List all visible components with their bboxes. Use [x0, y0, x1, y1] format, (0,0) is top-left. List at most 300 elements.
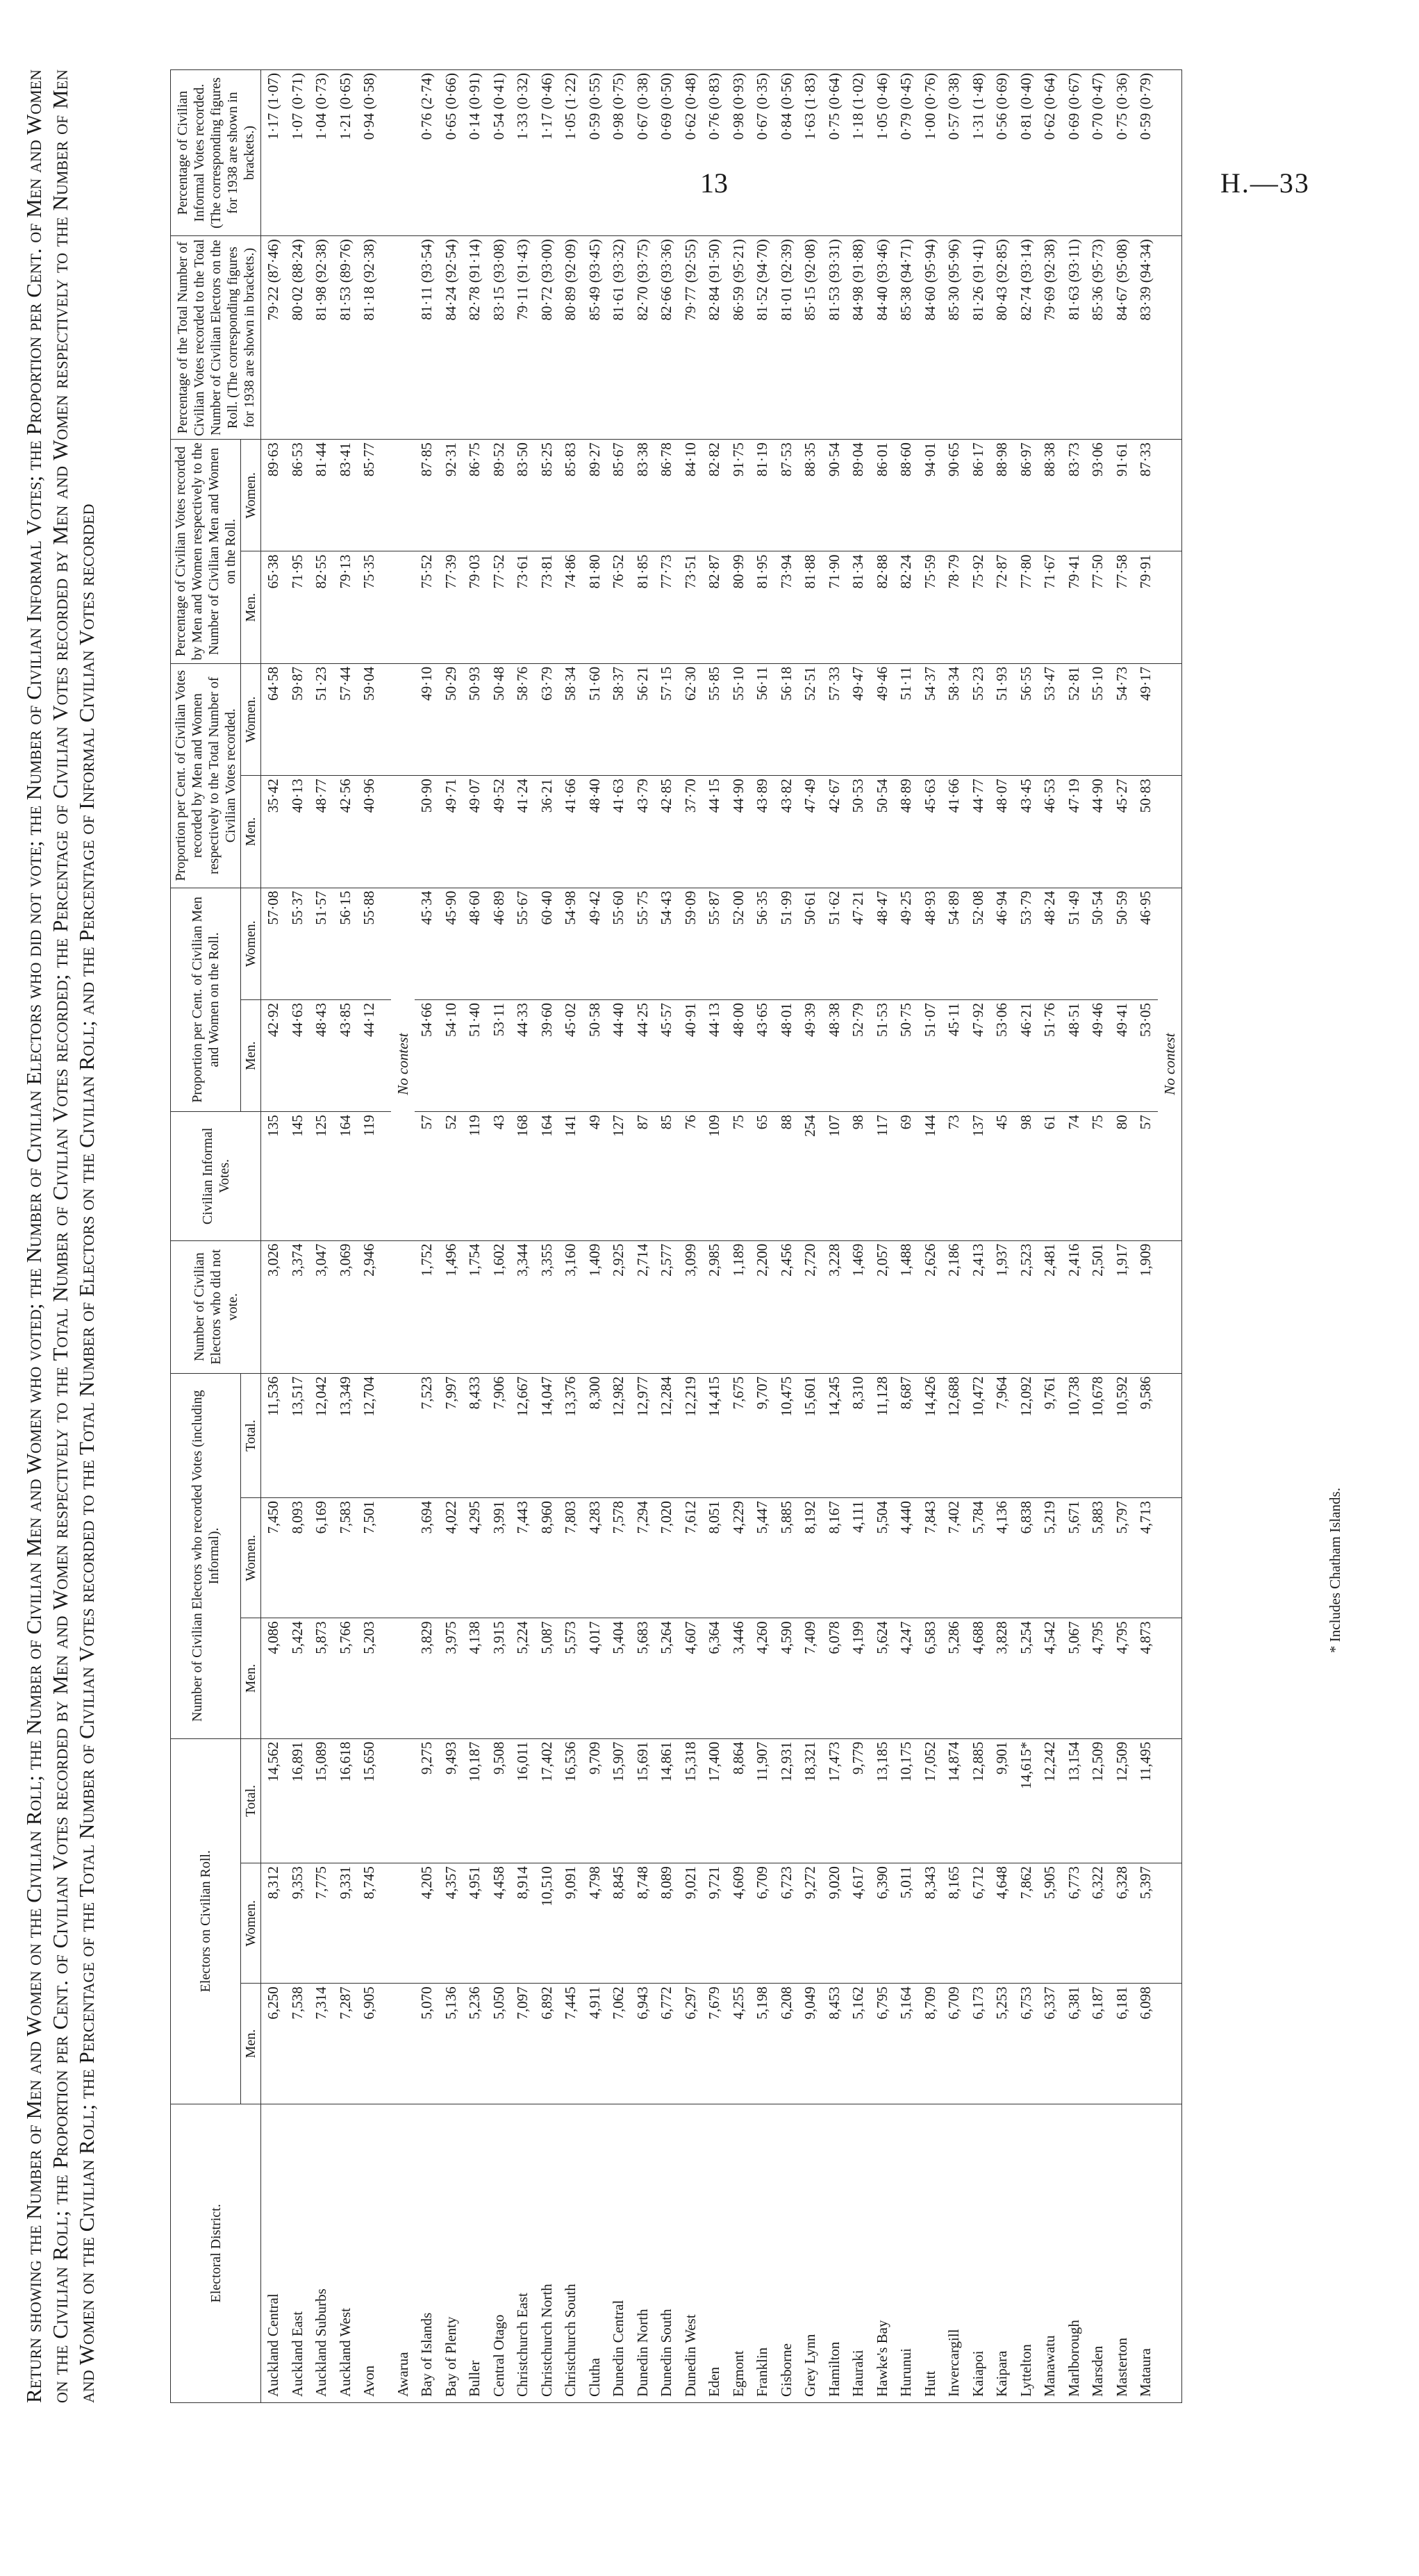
- header-men: Men.: [241, 999, 261, 1111]
- cell: 81·53 (93·31): [822, 236, 847, 440]
- page-number: 13: [700, 167, 728, 199]
- cell: 8,845: [606, 1863, 631, 1984]
- cell: 2,481: [1038, 1240, 1062, 1373]
- cell: 44·33: [511, 999, 535, 1111]
- cell: 3,355: [535, 1240, 559, 1373]
- cell: 5,254: [1014, 1618, 1038, 1738]
- cell: 6,905: [357, 1984, 381, 2104]
- cell: 52·79: [846, 999, 870, 1111]
- cell: 51·11: [894, 663, 918, 775]
- cell: 9,707: [750, 1373, 774, 1497]
- cell: 82·66 (93·36): [654, 236, 679, 440]
- cell: 51·49: [1062, 888, 1086, 999]
- cell: 4,798: [583, 1863, 607, 1984]
- cell: [391, 1498, 415, 1618]
- cell: 89·27: [583, 440, 607, 551]
- district-name: Auckland East: [285, 2104, 310, 2402]
- cell: 0·14 (0·91): [463, 70, 487, 236]
- cell: 5,236: [463, 1984, 487, 2104]
- cell: [391, 1373, 415, 1497]
- cell: 11,907: [750, 1738, 774, 1863]
- cell: 5,784: [966, 1498, 990, 1618]
- district-name: Christchurch South: [558, 2104, 583, 2402]
- cell: 6,337: [1038, 1984, 1062, 2104]
- cell: [391, 776, 415, 888]
- cell: 54·10: [439, 999, 463, 1111]
- cell: [1158, 1240, 1182, 1373]
- cell: 5,573: [558, 1618, 583, 1738]
- cell: 57·33: [822, 663, 847, 775]
- cell: 49·42: [583, 888, 607, 999]
- header-recorded: Number of Civilian Electors who recorded Votes (including Informal).: [171, 1373, 241, 1738]
- cell: 3,446: [727, 1618, 751, 1738]
- cell: 50·59: [1110, 888, 1134, 999]
- cell: 12,242: [1038, 1738, 1062, 1863]
- cell: [391, 1984, 415, 2104]
- cell: 0·59 (0·55): [583, 70, 607, 236]
- cell: [1158, 70, 1182, 236]
- cell: 4,357: [439, 1863, 463, 1984]
- header-women: Women.: [241, 440, 261, 551]
- cell: 89·04: [846, 440, 870, 551]
- cell: 46·21: [1014, 999, 1038, 1111]
- header-pct-votes: Percentage of Civilian Votes recorded by Men and Women respectively to the Number of Civilian Men and Women on the Roll.: [171, 440, 241, 664]
- cell: 4,617: [846, 1863, 870, 1984]
- cell: 55·67: [511, 888, 535, 999]
- cell: 86·97: [1014, 440, 1038, 551]
- cell: 7,287: [333, 1984, 358, 2104]
- cell: 2,057: [870, 1240, 895, 1373]
- cell: 9,021: [679, 1863, 703, 1984]
- cell: 56·21: [631, 663, 655, 775]
- cell: 6,753: [1014, 1984, 1038, 2104]
- table-body: [261, 70, 1182, 2403]
- electoral-return-table: [170, 69, 1182, 2403]
- cell: 1,496: [439, 1240, 463, 1373]
- cell: 81·95: [750, 551, 774, 663]
- cell: 8,453: [822, 1984, 847, 2104]
- cell: 55·37: [285, 888, 310, 999]
- district-name: Manawatu: [1038, 2104, 1062, 2402]
- cell: 3,069: [333, 1240, 358, 1373]
- cell: 12,885: [966, 1738, 990, 1863]
- cell: 1,469: [846, 1240, 870, 1373]
- cell: 41·66: [558, 776, 583, 888]
- cell: 42·67: [822, 776, 847, 888]
- cell: 13,349: [333, 1373, 358, 1497]
- cell: 8,745: [357, 1863, 381, 1984]
- cell: 39·60: [535, 999, 559, 1111]
- cell: 9,353: [285, 1863, 310, 1984]
- cell: 42·56: [333, 776, 358, 888]
- cell: 57·08: [261, 888, 285, 999]
- cell: 12,509: [1086, 1738, 1110, 1863]
- cell: 84·10: [679, 440, 703, 551]
- cell: 3,344: [511, 1240, 535, 1373]
- district-name: Lyttelton: [1014, 2104, 1038, 2402]
- cell: 7,906: [487, 1373, 511, 1497]
- cell: 1,602: [487, 1240, 511, 1373]
- cell: 50·48: [487, 663, 511, 775]
- cell: 90·65: [942, 440, 966, 551]
- cell: 5,504: [870, 1498, 895, 1618]
- cell: 17,052: [918, 1738, 943, 1863]
- cell: 5,286: [942, 1618, 966, 1738]
- table-row: [309, 70, 333, 2403]
- cell: 53·06: [990, 999, 1014, 1111]
- cell: 15,907: [606, 1738, 631, 1863]
- cell: 3,374: [285, 1240, 310, 1373]
- cell: 49·52: [487, 776, 511, 888]
- cell: 87·53: [774, 440, 799, 551]
- cell: 62·30: [679, 663, 703, 775]
- cell: 4,873: [1134, 1618, 1158, 1738]
- cell: 16,891: [285, 1738, 310, 1863]
- cell: 71·67: [1038, 551, 1062, 663]
- row-gap: [381, 70, 391, 2403]
- cell: 17,402: [535, 1738, 559, 1863]
- cell: 6,173: [966, 1984, 990, 2104]
- cell: 50·75: [894, 999, 918, 1111]
- cell: 14,861: [654, 1738, 679, 1863]
- cell: 109: [702, 1112, 727, 1240]
- district-name: Avon: [357, 2104, 381, 2402]
- cell: 15,601: [798, 1373, 822, 1497]
- cell: 73·51: [679, 551, 703, 663]
- cell: 81·63 (93·11): [1062, 236, 1086, 440]
- cell: 4,086: [261, 1618, 285, 1738]
- cell: 77·80: [1014, 551, 1038, 663]
- cell: 82·74 (93·14): [1014, 236, 1038, 440]
- cell: 47·49: [798, 776, 822, 888]
- cell: 4,609: [727, 1863, 751, 1984]
- cell: 75·52: [415, 551, 439, 663]
- cell: 84·98 (91·88): [846, 236, 870, 440]
- cell: 81·18 (92·38): [357, 236, 381, 440]
- cell: 81·19: [750, 440, 774, 551]
- cell: 9,049: [798, 1984, 822, 2104]
- cell: 5,905: [1038, 1863, 1062, 1984]
- cell: 75: [1086, 1112, 1110, 1240]
- cell: 10,187: [463, 1738, 487, 1863]
- cell: 0·84 (0·56): [774, 70, 799, 236]
- cell: 12,509: [1110, 1738, 1134, 1863]
- cell: 76·52: [606, 551, 631, 663]
- cell: 88·35: [798, 440, 822, 551]
- cell: 81·52 (94·70): [750, 236, 774, 440]
- cell: 5,219: [1038, 1498, 1062, 1618]
- cell: 6,795: [870, 1984, 895, 2104]
- cell: [391, 440, 415, 551]
- cell: 81·80: [583, 551, 607, 663]
- cell: 55·10: [727, 663, 751, 775]
- header-district: Electoral District.: [171, 2104, 261, 2402]
- cell: 11,495: [1134, 1738, 1158, 1863]
- cell: 8,192: [798, 1498, 822, 1618]
- district-name: Dunedin West: [679, 2104, 703, 2402]
- cell: 55·75: [631, 888, 655, 999]
- cell: 4,260: [750, 1618, 774, 1738]
- cell: 6,250: [261, 1984, 285, 2104]
- cell: 6,772: [654, 1984, 679, 2104]
- cell: 2,720: [798, 1240, 822, 1373]
- cell: 4,229: [727, 1498, 751, 1618]
- cell: 11,128: [870, 1373, 895, 1497]
- cell: 1,488: [894, 1240, 918, 1373]
- cell: 12,977: [631, 1373, 655, 1497]
- cell: 88·60: [894, 440, 918, 551]
- cell: 13,154: [1062, 1738, 1086, 1863]
- cell: 43·65: [750, 999, 774, 1111]
- cell: 8,960: [535, 1498, 559, 1618]
- cell: 5,447: [750, 1498, 774, 1618]
- header-women: Women.: [241, 888, 261, 999]
- cell: 2,626: [918, 1240, 943, 1373]
- cell: 0·79 (0·45): [894, 70, 918, 236]
- district-name: Marlborough: [1062, 2104, 1086, 2402]
- cell: 87·33: [1134, 440, 1158, 551]
- cell: 0·67 (0·35): [750, 70, 774, 236]
- cell: 51·76: [1038, 999, 1062, 1111]
- cell: [391, 236, 415, 440]
- header-women: Women.: [241, 1863, 261, 1984]
- cell: 3,975: [439, 1618, 463, 1738]
- cell: 1·17 (1·07): [261, 70, 285, 236]
- cell: 8,312: [261, 1863, 285, 1984]
- table-row: [487, 70, 511, 2403]
- cell: 98: [1014, 1112, 1038, 1240]
- cell: 9,508: [487, 1738, 511, 1863]
- cell: 85·49 (93·45): [583, 236, 607, 440]
- table-row: [894, 70, 918, 2403]
- cell: 7,775: [309, 1863, 333, 1984]
- cell: 2,985: [702, 1240, 727, 1373]
- table-row: [942, 70, 966, 2403]
- cell: 1·18 (1·02): [846, 70, 870, 236]
- cell: 4,199: [846, 1618, 870, 1738]
- cell: 51·53: [870, 999, 895, 1111]
- cell: 41·63: [606, 776, 631, 888]
- cell: 14,562: [261, 1738, 285, 1863]
- cell: 8,051: [702, 1498, 727, 1618]
- cell: 48·07: [990, 776, 1014, 888]
- cell: 0·76 (0·83): [702, 70, 727, 236]
- cell: 4,247: [894, 1618, 918, 1738]
- cell: 48·47: [870, 888, 895, 999]
- cell: 81·85: [631, 551, 655, 663]
- cell: 82·88: [870, 551, 895, 663]
- footnote: * Includes Chatham Islands.: [1327, 1488, 1343, 1653]
- table-row: [606, 70, 631, 2403]
- cell: 0·76 (2·74): [415, 70, 439, 236]
- cell: [391, 663, 415, 775]
- cell: 86·59 (95·21): [727, 236, 751, 440]
- cell: 8,343: [918, 1863, 943, 1984]
- cell: 85: [654, 1112, 679, 1240]
- cell: 9,901: [990, 1738, 1014, 1863]
- district-name: Hamilton: [822, 2104, 847, 2402]
- cell: 84·24 (92·54): [439, 236, 463, 440]
- cell: [1158, 1984, 1182, 2104]
- table-row: [558, 70, 583, 2403]
- cell: 77·50: [1086, 551, 1110, 663]
- cell: 9,586: [1134, 1373, 1158, 1497]
- table-row: [1110, 70, 1134, 2403]
- table-row: [846, 70, 870, 2403]
- cell: 13,185: [870, 1738, 895, 1863]
- cell: 45·63: [918, 776, 943, 888]
- cell: 35·42: [261, 776, 285, 888]
- cell: 1·07 (0·71): [285, 70, 310, 236]
- cell: 60·40: [535, 888, 559, 999]
- cell: 48·01: [774, 999, 799, 1111]
- cell: 137: [966, 1112, 990, 1240]
- cell: 45·02: [558, 999, 583, 1111]
- cell: 7,294: [631, 1498, 655, 1618]
- district-name: Dunedin South: [654, 2104, 679, 2402]
- cell: 80·89 (92·09): [558, 236, 583, 440]
- district-name: Awarua: [391, 2104, 415, 2402]
- cell: 7,612: [679, 1498, 703, 1618]
- cell: 8,433: [463, 1373, 487, 1497]
- cell: 55·10: [1086, 663, 1110, 775]
- cell: 64·58: [261, 663, 285, 775]
- cell: 9,272: [798, 1863, 822, 1984]
- cell: 36·21: [535, 776, 559, 888]
- cell: 0·57 (0·38): [942, 70, 966, 236]
- cell: 0·59 (0·79): [1134, 70, 1158, 236]
- cell: 71·95: [285, 551, 310, 663]
- cell: 54·89: [942, 888, 966, 999]
- cell: 2,925: [606, 1240, 631, 1373]
- header-total: Total.: [241, 1373, 261, 1497]
- cell: 44·90: [727, 776, 751, 888]
- cell: 2,523: [1014, 1240, 1038, 1373]
- cell: 45·27: [1110, 776, 1134, 888]
- district-name: Auckland West: [333, 2104, 358, 2402]
- cell: 88: [774, 1112, 799, 1240]
- cell: 254: [798, 1112, 822, 1240]
- cell: 3,694: [415, 1498, 439, 1618]
- cell: 3,828: [990, 1618, 1014, 1738]
- cell: 82·70 (93·75): [631, 236, 655, 440]
- cell: 49·46: [870, 663, 895, 775]
- cell: 1,937: [990, 1240, 1014, 1373]
- cell: 72·87: [990, 551, 1014, 663]
- cell: 89·52: [487, 440, 511, 551]
- cell: 10,678: [1086, 1373, 1110, 1497]
- cell: 0·75 (0·36): [1110, 70, 1134, 236]
- district-name: Hawke's Bay: [870, 2104, 895, 2402]
- cell: 1·17 (0·46): [535, 70, 559, 236]
- cell: 49·10: [415, 663, 439, 775]
- cell: [391, 70, 415, 236]
- cell: 3,099: [679, 1240, 703, 1373]
- table-row: [702, 70, 727, 2403]
- cell: 55·88: [357, 888, 381, 999]
- cell: 12,688: [942, 1373, 966, 1497]
- cell: 51·23: [309, 663, 333, 775]
- header-row-main: [171, 70, 241, 2403]
- table-row: [679, 70, 703, 2403]
- table-row: [357, 70, 381, 2403]
- cell: 0·75 (0·64): [822, 70, 847, 236]
- cell: 4,255: [727, 1984, 751, 2104]
- cell: 145: [285, 1112, 310, 1240]
- cell: 5,264: [654, 1618, 679, 1738]
- cell: 127: [606, 1112, 631, 1240]
- header-prop-votes: Proportion per Cent. of Civilian Votes recorded by Men and Women respectively to the Total Number of Civilian Votes recorded.: [171, 663, 241, 888]
- cell: 5,164: [894, 1984, 918, 2104]
- cell: 18,321: [798, 1738, 822, 1863]
- cell: 3,829: [415, 1618, 439, 1738]
- cell: 44·12: [357, 999, 381, 1111]
- cell: 3,026: [261, 1240, 285, 1373]
- cell: 91·75: [727, 440, 751, 551]
- cell: 94·01: [918, 440, 943, 551]
- table-row: [750, 70, 774, 2403]
- cell: 6,773: [1062, 1863, 1086, 1984]
- no-contest-note: No contest: [391, 888, 415, 1240]
- district-name: Christchurch North: [535, 2104, 559, 2402]
- cell: 57·44: [333, 663, 358, 775]
- cell: 5,087: [535, 1618, 559, 1738]
- cell: 46·53: [1038, 776, 1062, 888]
- table-row: [631, 70, 655, 2403]
- cell: 9,091: [558, 1863, 583, 1984]
- cell: 7,679: [702, 1984, 727, 2104]
- cell: 1·63 (1·83): [798, 70, 822, 236]
- cell: 80·99: [727, 551, 751, 663]
- cell: 4,295: [463, 1498, 487, 1618]
- district-name: Central Otago: [487, 2104, 511, 2402]
- cell: 4,205: [415, 1863, 439, 1984]
- cell: 81·11 (93·54): [415, 236, 439, 440]
- table-row: [333, 70, 358, 2403]
- cell: 6,322: [1086, 1863, 1110, 1984]
- cell: 8,748: [631, 1863, 655, 1984]
- cell: 74: [1062, 1112, 1086, 1240]
- cell: 53·79: [1014, 888, 1038, 999]
- cell: 7,443: [511, 1498, 535, 1618]
- cell: 48·60: [463, 888, 487, 999]
- cell: 164: [535, 1112, 559, 1240]
- header-informal: Civilian Informal Votes.: [171, 1112, 261, 1240]
- cell: 144: [918, 1112, 943, 1240]
- cell: 76: [679, 1112, 703, 1240]
- cell: 49·07: [463, 776, 487, 888]
- district-name: Hauraki: [846, 2104, 870, 2402]
- cell: 8,300: [583, 1373, 607, 1497]
- district-name: Auckland Suburbs: [309, 2104, 333, 2402]
- cell: 5,671: [1062, 1498, 1086, 1618]
- cell: 58·37: [606, 663, 631, 775]
- cell: 73·94: [774, 551, 799, 663]
- table-row: [285, 70, 310, 2403]
- cell: 50·53: [846, 776, 870, 888]
- table-row: [511, 70, 535, 2403]
- cell: 61: [1038, 1112, 1062, 1240]
- cell: [391, 1738, 415, 1863]
- cell: 49·71: [439, 776, 463, 888]
- cell: 9,020: [822, 1863, 847, 1984]
- cell: 37·70: [679, 776, 703, 888]
- cell: 10,510: [535, 1863, 559, 1984]
- cell: 59·09: [679, 888, 703, 999]
- cell: 93·06: [1086, 440, 1110, 551]
- cell: 13,517: [285, 1373, 310, 1497]
- table-row: [774, 70, 799, 2403]
